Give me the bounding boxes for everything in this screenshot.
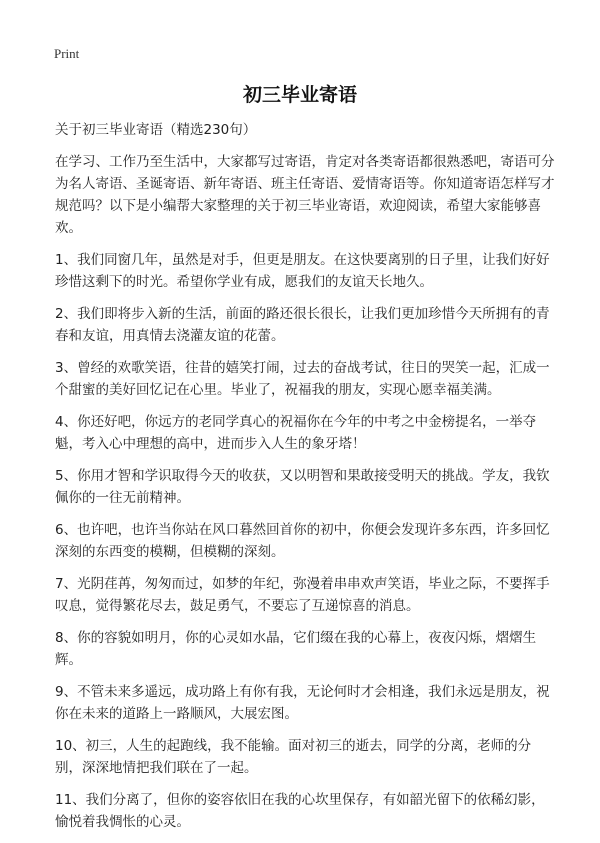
page-title: 初三毕业寄语 <box>242 84 357 106</box>
print-link[interactable]: Print <box>54 46 80 61</box>
article-subtitle: 关于初三毕业寄语（精选230句） <box>55 122 257 138</box>
list-item: 4、你还好吧，你远方的老同学真心的祝福你在今年的中考之中金榜提名，一举夺魁，考入心中理想的高中，进而步入人生的象牙塔！ <box>55 414 537 452</box>
list-item: 11、我们分离了，但你的姿容依旧在我的心坎里保存，有如韶光留下的依稀幻影，愉悦着我惆怅的心灵。 <box>55 792 545 830</box>
intro-paragraph: 在学习、工作乃至生活中，大家都写过寄语，肯定对各类寄语都很熟悉吧，寄语可分为名人寄语、圣诞寄语、新年寄语、班主任寄语、爱情寄语等。你知道寄语怎样写才规范吗？以下是小编帮大家整理的关于初三毕业寄语，欢迎阅读，希望大家能够喜欢。 <box>55 154 555 236</box>
list-item: 8、你的容貌如明月，你的心灵如水晶，它们缀在我的心幕上，夜夜闪烁，熠熠生辉。 <box>55 630 537 668</box>
list-item: 3、曾经的欢歌笑语，往昔的嬉笑打闹，过去的奋战考试，往日的哭笑一起，汇成一个甜蜜的美好回忆记在心里。毕业了，祝福我的朋友，实现心愿幸福美满。 <box>55 360 550 398</box>
list-item: 7、光阴荏苒，匆匆而过，如梦的年纪，弥漫着串串欢声笑语，毕业之际，不要挥手叹息，觉得繁花尽去，鼓足勇气，不要忘了互递惊喜的消息。 <box>55 576 550 614</box>
list-item: 10、初三，人生的起跑线，我不能输。面对初三的逝去，同学的分离，老师的分别，深深地情把我们联在了一起。 <box>55 738 532 776</box>
list-item: 9、不管未来多遥远，成功路上有你有我，无论何时才会相逢，我们永远是朋友，祝你在未来的道路上一路顺风，大展宏图。 <box>55 684 550 722</box>
list-item: 1、我们同窗几年，虽然是对手，但更是朋友。在这快要离别的日子里，让我们好好珍惜这剩下的时光。希望你学业有成，愿我们的友谊天长地久。 <box>55 252 550 290</box>
article-body <box>55 119 555 843</box>
list-item: 2、我们即将步入新的生活，前面的路还很长很长，让我们更加珍惜今天所拥有的青春和友谊，用真情去浇灌友谊的花蕾。 <box>55 306 550 344</box>
list-item: 6、也许吧，也许当你站在风口暮然回首你的初中，你便会发现许多东西，许多回忆深刻的东西变的模糊，但模糊的深刻。 <box>55 522 550 560</box>
list-item: 5、你用才智和学识取得今天的收获，又以明智和果敢接受明天的挑战。学友，我钦佩你的一往无前精神。 <box>55 468 550 506</box>
